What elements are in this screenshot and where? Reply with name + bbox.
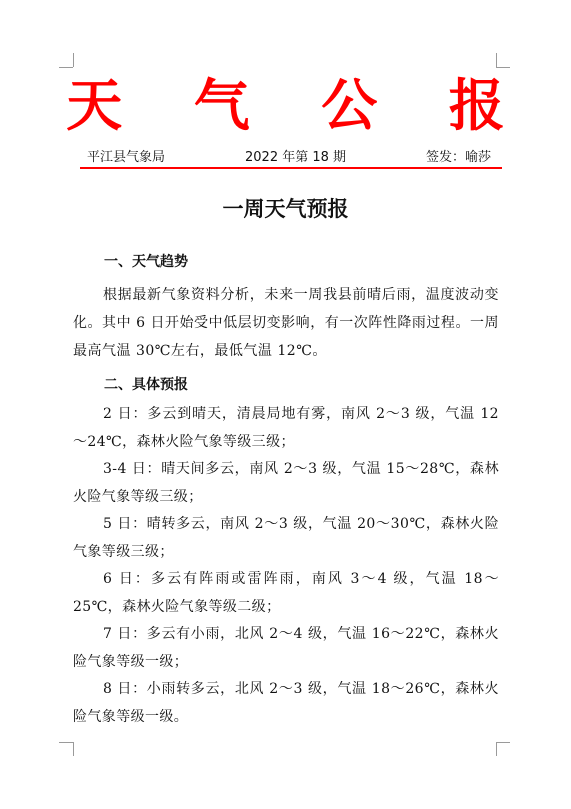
section-heading-detail: 二、具体预报 [104, 377, 188, 393]
forecast-item-day7: 7 日：多云有小雨，北风 2～4 级，气温 16～22℃，森林火险气象等级一级； [73, 626, 499, 670]
masthead-title: 天 气 公 报 [66, 73, 531, 139]
trend-paragraph-block [73, 281, 499, 365]
forecast-item-day6: 6 日：多云有阵雨或雷阵雨，南风 3～4 级，气温 18～25℃，森林火险气象等级二级； [73, 571, 499, 615]
section-heading-trend: 一、天气趋势 [104, 254, 188, 270]
forecast-list [73, 401, 499, 731]
forecast-item-day8: 8 日：小雨转多云，北风 2～3 级，气温 18～26℃，森林火险气象等级一级。 [73, 681, 499, 725]
forecast-item-day2: 2 日：多云到晴天，清晨局地有雾，南风 2～3 级，气温 12～24℃，森林火险气象等级三级； [73, 406, 499, 450]
signer-label: 签发：喻莎 [425, 150, 491, 165]
issue-info-line [87, 146, 491, 164]
red-separator-rule [80, 167, 502, 169]
issue-number: 2022 年第 18 期 [245, 150, 347, 165]
trend-paragraph: 根据最新气象资料分析，未来一周我县前晴后雨，温度波动变化。其中 6 日开始受中低层切变影响，有一次阵性降雨过程。一周最高气温 30℃左右，最低气温 12℃。 [73, 287, 499, 359]
forecast-item-day5: 5 日：晴转多云，南风 2～3 级，气温 20～30℃，森林火险气象等级三级； [73, 516, 499, 560]
document-title: 一周天气预报 [222, 197, 349, 221]
publisher-label: 平江县气象局 [87, 150, 166, 165]
forecast-item-day3-4: 3-4 日：晴天间多云，南风 2～3 级，气温 15～28℃，森林火险气象等级三级； [73, 461, 499, 505]
